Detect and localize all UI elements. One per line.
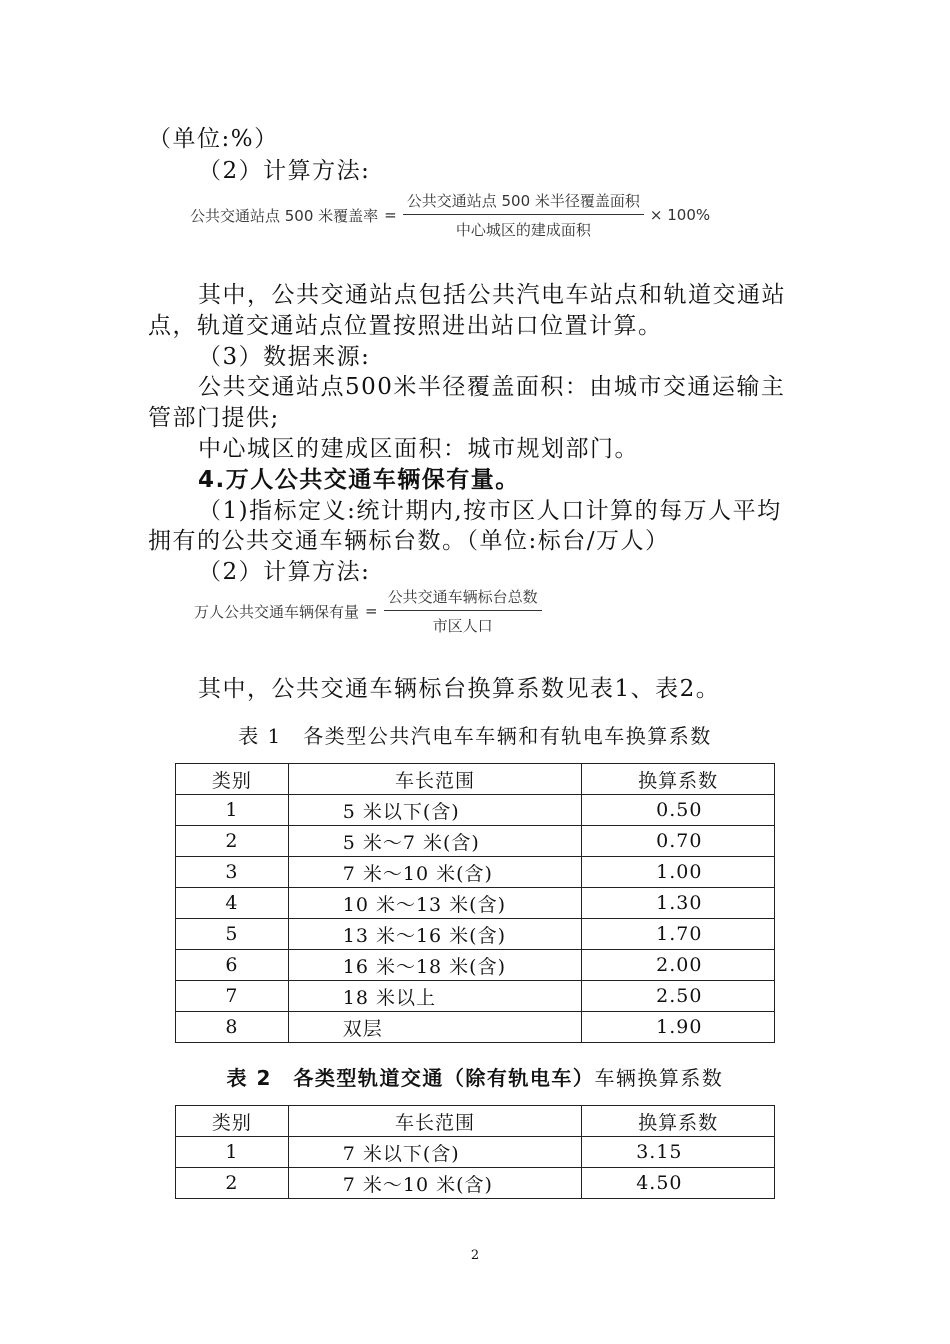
- formula-equals: =: [365, 602, 378, 620]
- table-cell: 18 米以上: [288, 981, 581, 1012]
- table2-caption: [0, 1062, 950, 1091]
- table-row: [176, 950, 775, 981]
- table-row: [176, 826, 775, 857]
- table-row: [176, 919, 775, 950]
- header-cell: 车长范围: [288, 764, 581, 795]
- table-cell: 1: [176, 795, 289, 826]
- table-row: [176, 1137, 775, 1168]
- table-cell: 2: [176, 1168, 289, 1199]
- table-cell: 1: [176, 1137, 289, 1168]
- table-cell: 5 米以下(含): [288, 795, 581, 826]
- formula-equals: =: [384, 206, 397, 224]
- table-cell: 1.00: [582, 857, 775, 888]
- table-cell: 2.50: [582, 981, 775, 1012]
- table-row: [176, 981, 775, 1012]
- table-cell: 13 米～16 米(含): [288, 919, 581, 950]
- data-source-line1: 公共交通站点500米半径覆盖面积：由城市交通运输主: [198, 374, 786, 400]
- data-source-line3: 中心城区的建成区面积：城市规划部门。: [198, 436, 639, 462]
- table-cell: 10 米～13 米(含): [288, 888, 581, 919]
- formula-fraction: [384, 586, 542, 636]
- header-cell: 换算系数: [582, 1106, 775, 1137]
- formula-numerator: 公共交通站点 500 米半径覆盖面积: [403, 190, 644, 215]
- table-row: [176, 795, 775, 826]
- table-row: [176, 1012, 775, 1043]
- header-cell: 类别: [176, 764, 289, 795]
- table-cell: 4.50: [582, 1168, 775, 1199]
- calc-method-heading-2: （2）计算方法:: [198, 559, 371, 585]
- table-cell: 4: [176, 888, 289, 919]
- table-row: [176, 857, 775, 888]
- table-cell: 7: [176, 981, 289, 1012]
- table-header-row: [176, 764, 775, 795]
- formula-fraction: [403, 190, 644, 240]
- table-cell: 双层: [288, 1012, 581, 1043]
- table-cell: 0.50: [582, 795, 775, 826]
- formula-lhs: 公共交通站点 500 米覆盖率: [190, 206, 379, 225]
- paragraph-note-line1: 其中，公共交通站点包括公共汽电车站点和轨道交通站: [198, 282, 786, 308]
- table-cell: 5: [176, 919, 289, 950]
- table-header-row: [176, 1106, 775, 1137]
- definition-line1: （1)指标定义:统计期内,按市区人口计算的每万人平均: [198, 498, 782, 524]
- header-cell: 换算系数: [582, 764, 775, 795]
- definition-line2: 拥有的公共交通车辆标台数。（单位:标台/万人）: [148, 528, 670, 554]
- table1-caption: 表 1 各类型公共汽电车车辆和有轨电车换算系数: [238, 724, 712, 748]
- table1: [175, 763, 775, 1043]
- formula-vehicles: [194, 586, 548, 636]
- data-source-line2: 管部门提供;: [148, 405, 280, 431]
- table-cell: 1.90: [582, 1012, 775, 1043]
- paragraph-note-tables: 其中，公共交通车辆标台换算系数见表1、表2。: [198, 676, 721, 702]
- table-cell: 7 米以下(含): [288, 1137, 581, 1168]
- calc-method-heading: （2）计算方法:: [198, 158, 371, 184]
- table-cell: 8: [176, 1012, 289, 1043]
- formula-times: × 100%: [649, 206, 711, 224]
- header-cell: 车长范围: [288, 1106, 581, 1137]
- table-row: [176, 1168, 775, 1199]
- data-source-heading: （3）数据来源:: [198, 344, 371, 370]
- unit-text: （单位:%）: [148, 126, 279, 152]
- table-cell: 1.70: [582, 919, 775, 950]
- table-cell: 6: [176, 950, 289, 981]
- table-cell: 7 米～10 米(含): [288, 857, 581, 888]
- formula-lhs: 万人公共交通车辆保有量: [194, 602, 360, 621]
- table-cell: 0.70: [582, 826, 775, 857]
- page-number: 2: [470, 1248, 480, 1263]
- section-heading-4: 4.万人公共交通车辆保有量。: [198, 467, 520, 493]
- table-cell: 3.15: [582, 1137, 775, 1168]
- table-cell: 5 米～7 米(含): [288, 826, 581, 857]
- table-cell: 7 米～10 米(含): [288, 1168, 581, 1199]
- table-cell: 3: [176, 857, 289, 888]
- table-cell: 1.30: [582, 888, 775, 919]
- formula-numerator: 公共交通车辆标台总数: [384, 586, 542, 611]
- formula-denominator: 中心城区的建成面积: [455, 221, 591, 239]
- table-row: [176, 888, 775, 919]
- paragraph-note-line2: 点，轨道交通站点位置按照进出站口位置计算。: [148, 313, 663, 339]
- table-cell: 2: [176, 826, 289, 857]
- table-cell: 2.00: [582, 950, 775, 981]
- table2-caption-rest: 车辆换算系数: [594, 1066, 724, 1090]
- table-cell: 16 米～18 米(含): [288, 950, 581, 981]
- table2: [175, 1105, 775, 1199]
- formula-denominator: 市区人口: [432, 617, 493, 635]
- header-cell: 类别: [176, 1106, 289, 1137]
- table2-caption-bold: 表 2 各类型轨道交通（除有轨电车）: [226, 1066, 595, 1090]
- formula-coverage: [190, 190, 710, 240]
